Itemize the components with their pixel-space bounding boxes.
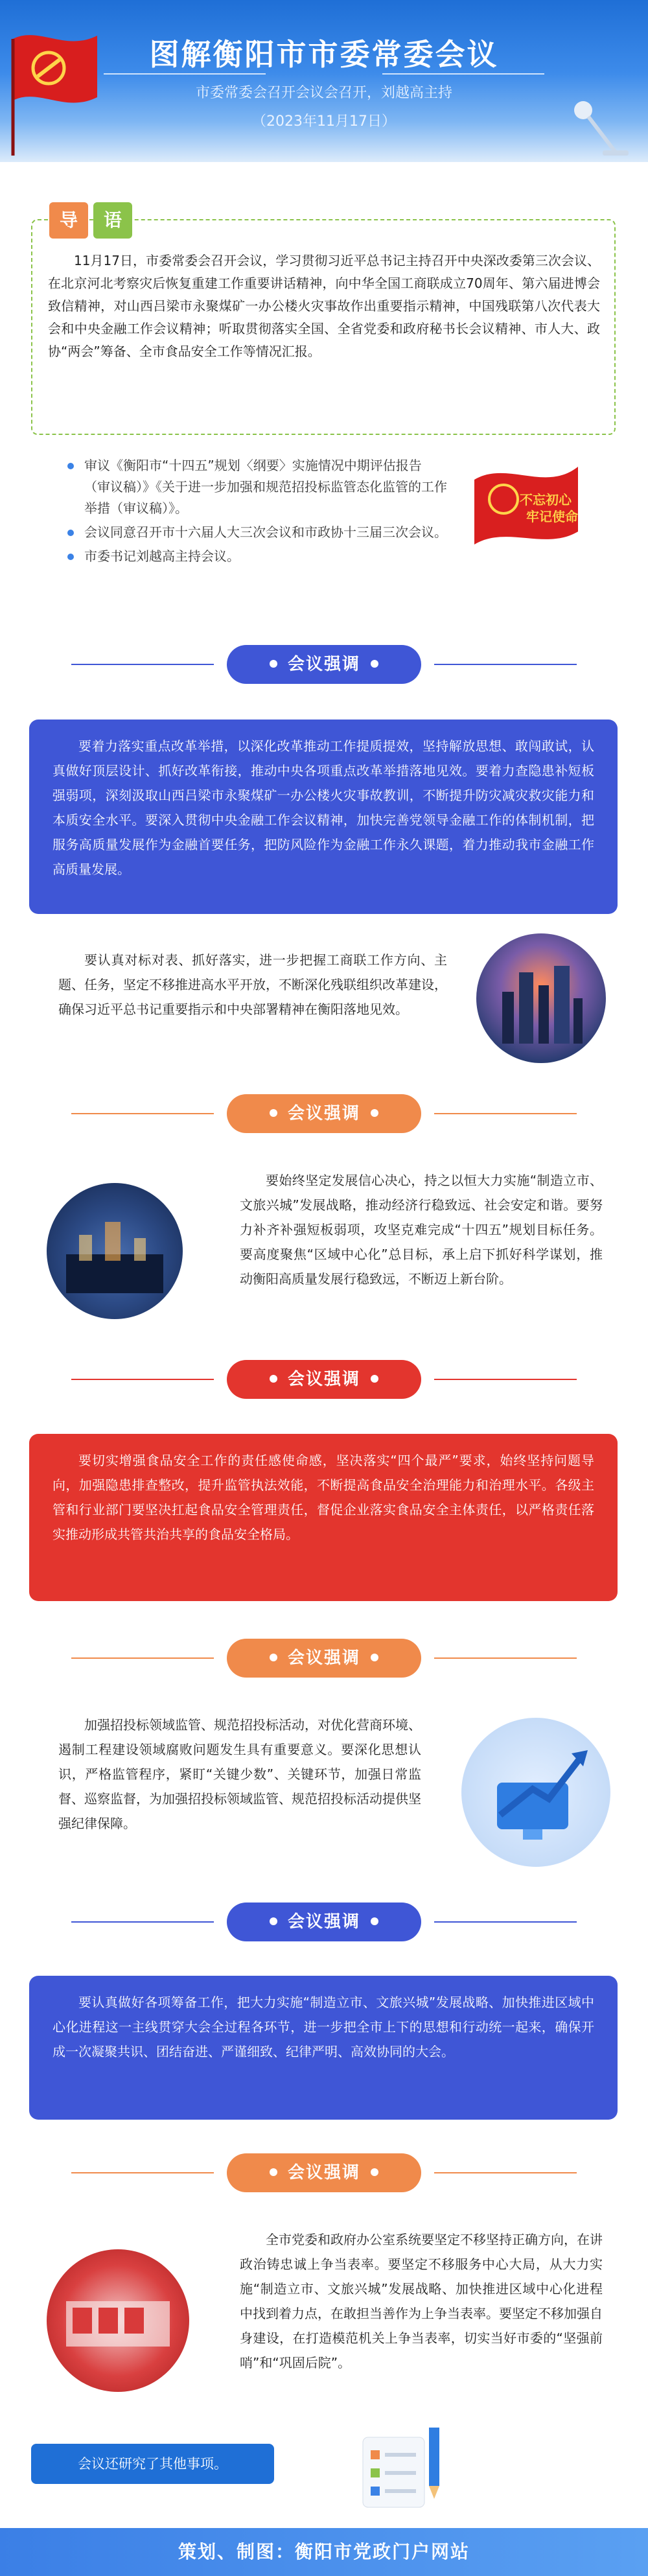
agenda-item: 市委书记刘越高主持会议。	[84, 546, 447, 567]
section-header-4	[0, 1639, 648, 1678]
emphasis-panel-4: 要切实增强食品安全工作的责任感使命感，坚决落实“四个最严”要求，始终坚持问题导向，加强隐患排查整改，提升监管执法效能，不断提高食品安全治理能力和治理水平。各级主管和行业部门要坚决扛起食品安全管理责任，督促企业落实食品安全主体责任，以严格责任落实推动形成共管共治共享的食品安全格局。	[29, 1434, 618, 1601]
section-label: 会议强调	[287, 1370, 360, 1389]
closing-note: 会议还研究了其他事项。	[31, 2444, 274, 2484]
emphasis-panel-6: 要认真做好各项筹备工作，把大力实施“制造立市、文旅兴城”发展战略、加快推进区域中心化进程这一主线贯穿大会全过程各环节，进一步把全市上下的思想和行动统一起来，确保开成一次凝聚共识、团结奋进、严谨细致、纪律严明、高效协同的大会。	[29, 1976, 618, 2120]
title-divider-right	[382, 73, 544, 75]
intro-text: 11月17日，市委常委会召开会议，学习贯彻习近平总书记主持召开中央深改委第三次会议、在北京河北考察灾后恢复重建工作重要讲话精神，向中华全国工商联成立70周年、第六届进博会致信精神，对山西吕梁市永聚煤矿一办公楼火灾事故作出重要指示精神，中国残联第八次代表大会和中央金融工作会议精神；听取贯彻落实全国、全省党委和政府秘书长会议精神、市人大、政协“两会”筹备、全市食品安全工作等情况汇报。	[48, 253, 600, 359]
title-divider-left	[104, 73, 266, 75]
section-header-5	[0, 1903, 648, 1941]
emphasis-text-7: 全市党委和政府办公室系统要坚定不移坚持正确方向，在讲政治铸忠诚上争当表率。要坚定不移服务中心大局，从大力实施“制造立市、文旅兴城”发展战略、加快推进区域中心化进程中找到着力点，在敢担当善作为上争当表率。要坚定不移加强自身建设，在打造模范机关上争当表率，切实当好市委的“坚强前哨”和“巩固后院”。	[240, 2232, 603, 2371]
meeting-date: （2023年11月17日）	[252, 113, 396, 130]
party-flag-icon	[0, 0, 117, 162]
section-header-2	[0, 1094, 648, 1133]
section-label: 会议强调	[287, 1648, 360, 1668]
section-header-3	[0, 1360, 648, 1399]
section-label: 会议强调	[287, 2163, 360, 2183]
emphasis-text-5: 加强招投标领域监管、规范招投标活动，对优化营商环境、遏制工程建设领域腐败问题发生具有重要意义。要深化思想认识，严格监管程序，紧盯“关键少数”、关键环节，加强日常监督、巡察监督，为加强招投标领域监管、规范招投标活动提供坚强纪律保障。	[58, 1717, 421, 1831]
section-header-1	[0, 645, 648, 684]
agenda-list	[84, 455, 447, 570]
checklist-pencil-icon	[356, 2421, 454, 2512]
section-header-6	[0, 2153, 648, 2192]
growth-monitor-image	[461, 1718, 610, 1867]
intro-tag-dao: 导	[49, 202, 88, 239]
footer-credit: 策划、制图：衡阳市党政门户网站	[0, 2528, 648, 2576]
agenda-item: 审议《衡阳市“十四五”规划〈纲要〉实施情况中期评估报告（审议稿）》《关于进一步加强和规范招投标监管态化监管的工作举措（审议稿）》。	[84, 455, 447, 519]
badge-line2: 牢记使命	[526, 509, 578, 524]
emphasis-text-3: 要始终坚定发展信心决心，持之以恒大力实施“制造立市、文旅兴城”发展战略，推动经济行稳致远、社会安定和谐。要努力补齐补强短板弱项，攻坚克难完成“十四五”规划目标任务。要高度聚焦“区域中心化”总目标，承上启下抓好科学谋划，推动衡阳高质量发展行稳致远，不断迈上新台阶。	[240, 1173, 603, 1287]
exhibition-hall-image	[47, 2249, 189, 2392]
page-subtitle: 市委常委会召开会议会召开，刘越高主持	[195, 85, 452, 101]
section-label: 会议强调	[287, 1104, 360, 1123]
city-night-image	[47, 1183, 183, 1319]
badge-line1: 不忘初心	[520, 492, 572, 508]
city-skyline-image	[476, 933, 606, 1063]
emphasis-text-2: 要认真对标对表、抓好落实，进一步把握工商联工作方向、主题、任务，坚定不移推进高水平开放，不断深化残联组织改革建设，确保习近平总书记重要指示和中央部署精神在衡阳落地见效。	[58, 952, 447, 1017]
header-banner	[0, 0, 648, 162]
agenda-item: 会议同意召开市十六届人大三次会议和市政协十三届三次会议。	[84, 522, 447, 543]
section-label: 会议强调	[287, 655, 360, 674]
intro-tags	[49, 202, 137, 239]
section-label: 会议强调	[287, 1912, 360, 1932]
intro-tag-yu: 语	[93, 202, 132, 239]
party-badge-icon	[468, 454, 584, 557]
emphasis-panel-1: 要着力落实重点改革举措，以深化改革推动工作提质提效，坚持解放思想、敢闯敢试，认真做好顶层设计、抓好改革衔接，推动中央各项重点改革举措落地见效。要着力查隐患补短板强弱项，深刻汲取山西吕梁市永聚煤矿一办公楼火灾事故教训，不断提升防灾减灾救灾能力和本质安全水平。要深入贯彻中央金融工作会议精神，加快完善党领导金融工作的体制机制，把服务高质量发展作为金融首要任务，把防风险作为金融工作永久课题，着力推动我市金融工作高质量发展。	[29, 720, 618, 914]
page-title: 图解衡阳市市委常委会议	[149, 37, 499, 72]
